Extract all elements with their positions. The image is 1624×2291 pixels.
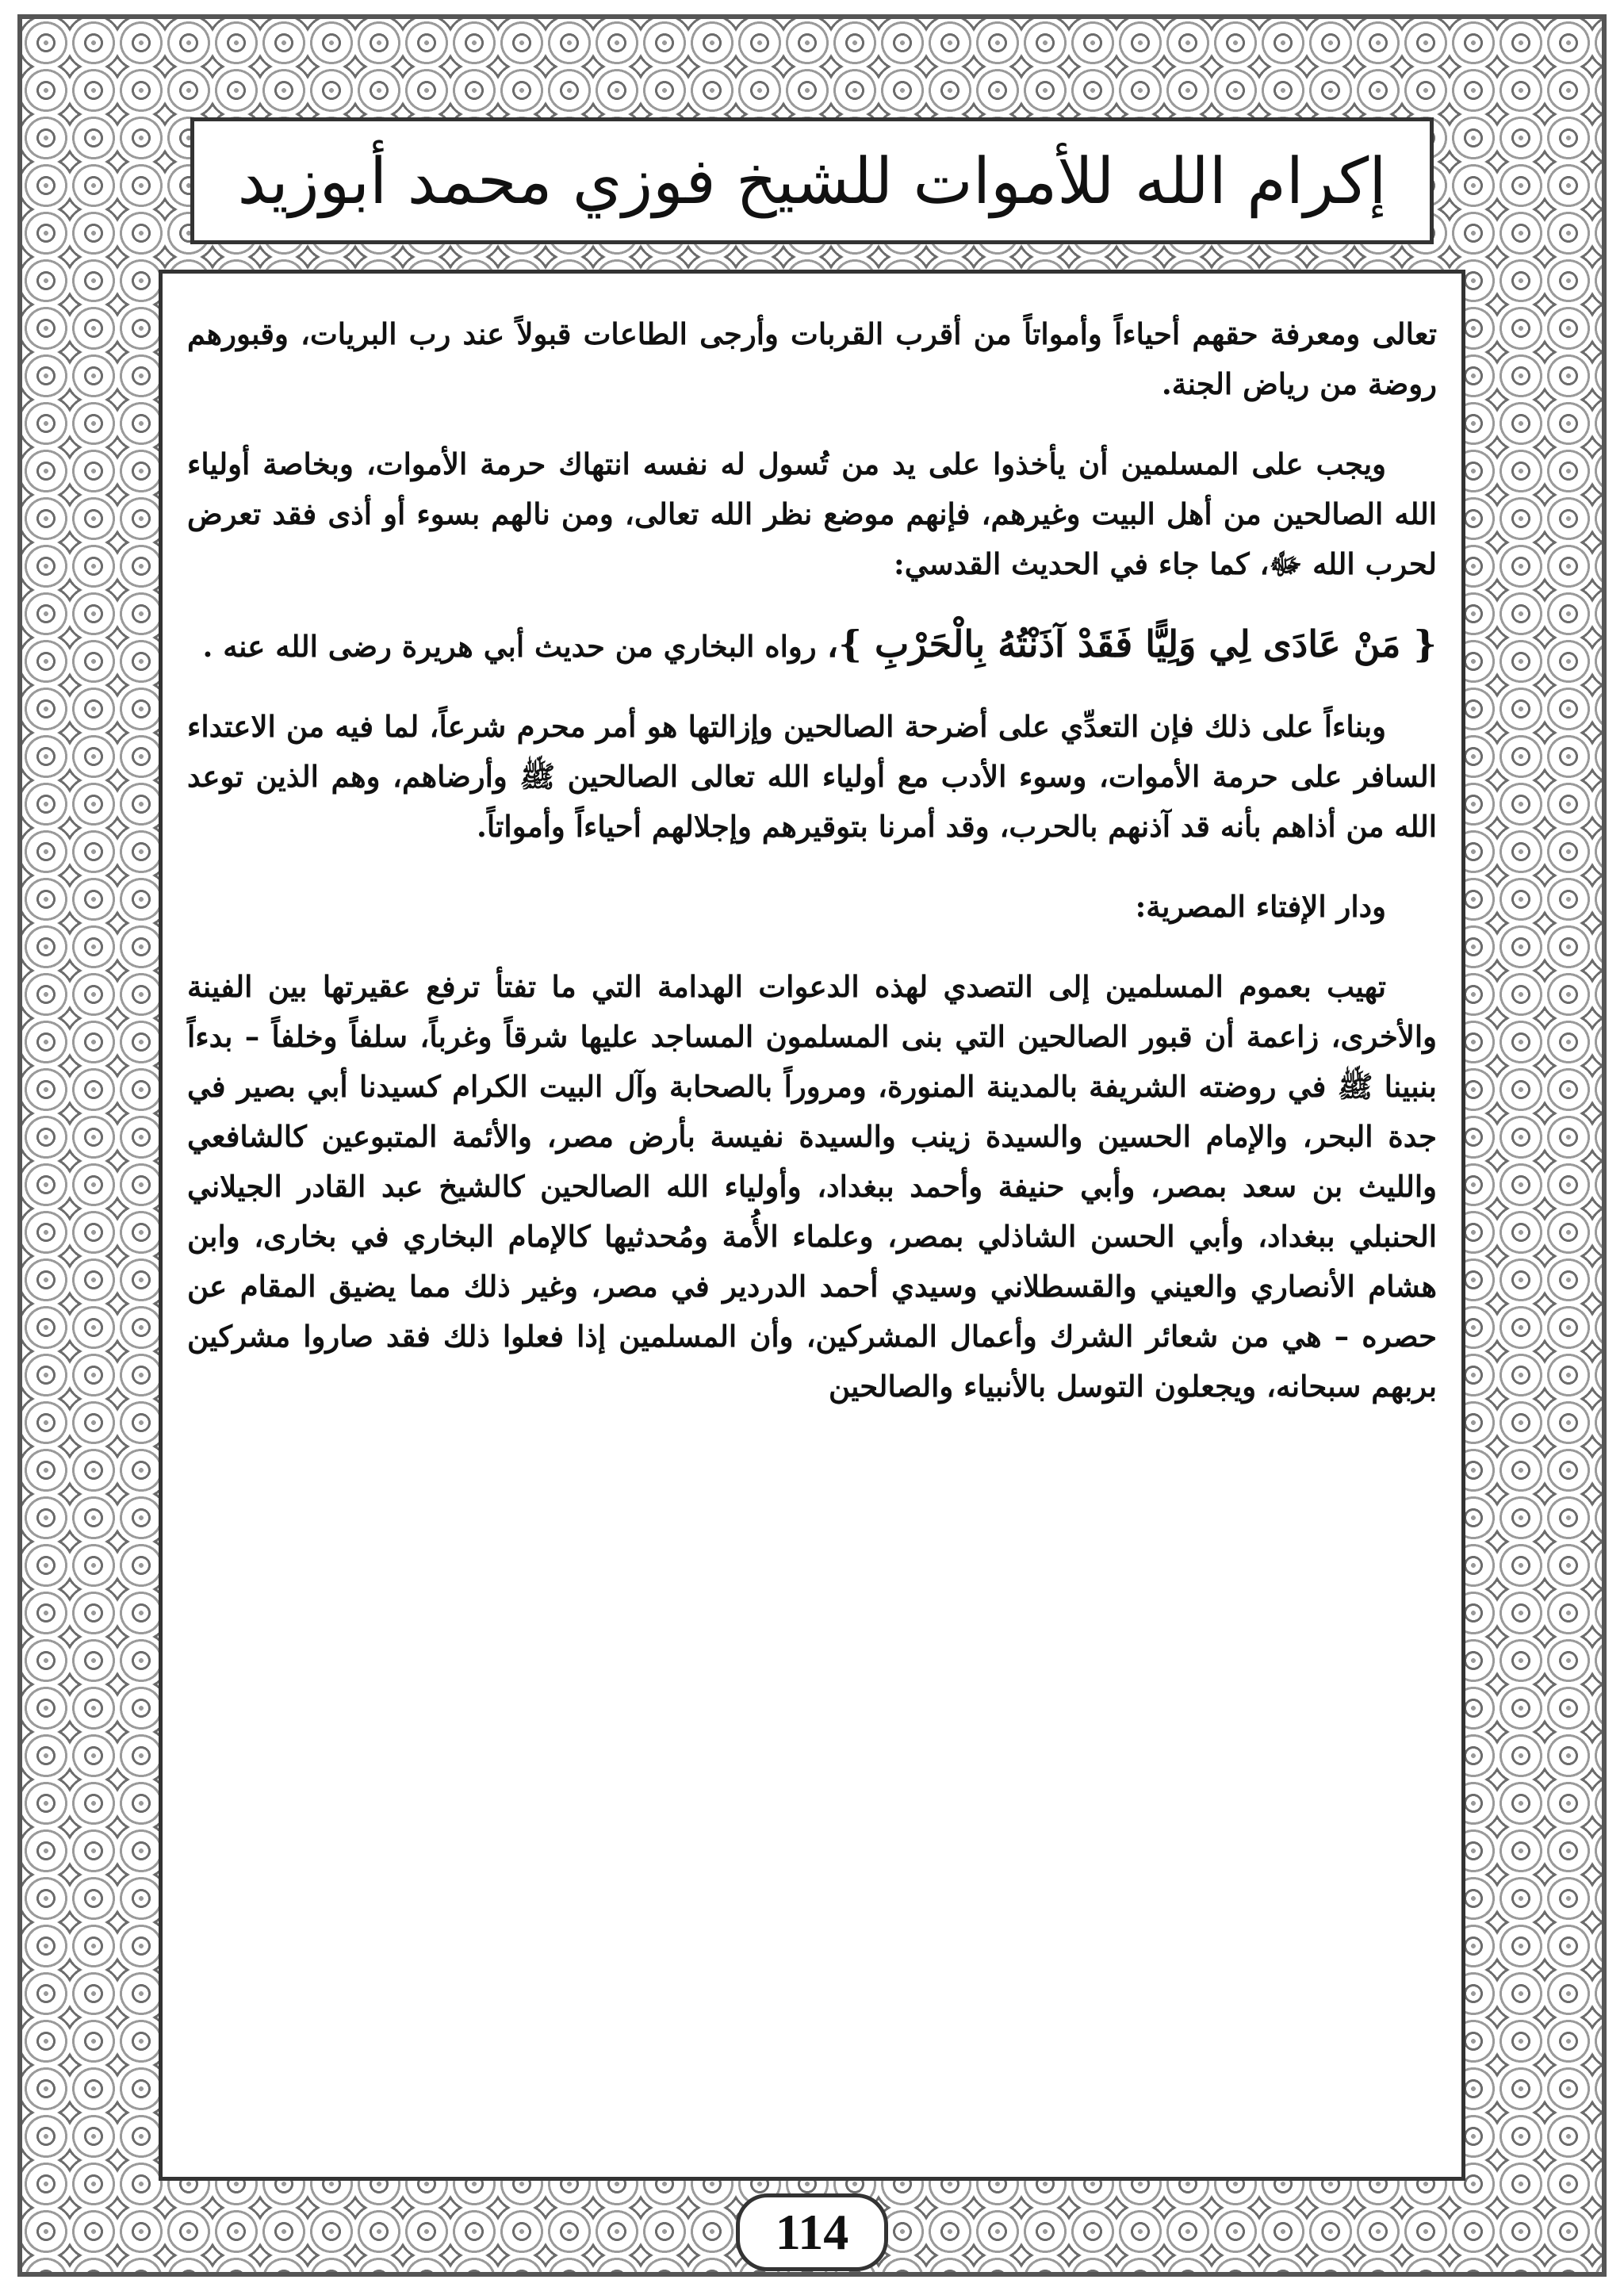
hadith-source: رواه البخاري من حديث أبي هريرة رضى الله عنه . (202, 629, 827, 664)
paragraph-5: تهيب بعموم المسلمين إلى التصدي لهذه الدعوات الهدامة التي ما تفتأ ترفع عقيرتها بين الفينة والأخرى، زاعمة أن قبور الصالحين التي بنى المسلمون المساجد عليها شرقاً وغرباً، سلفاً وخلفاً – بدءاً بنبينا ﷺ في روضته الشريفة بالمدينة المنورة، ومروراً بالصحابة وآل البيت الكرام كسيدنا أبي بصير في جدة البحر، والإمام الحسين والسيدة زينب والسيدة نفيسة بأرض مصر، والأئمة المتبوعين كالشافعي والليث بن سعد بمصر، وأبي حنيفة وأحمد ببغداد، وأولياء الله الصالحين كالشيخ عبد القادر الجيلاني الحنبلي ببغداد، وأبي الحسن الشاذلي بمصر، وعلماء الأُمة ومُحدثيها كالإمام البخاري في بخارى، وابن هشام الأنصاري والعيني والقسطلاني وسيدي أحمد الدردير في مصر، وغير ذلك مما يضيق المقام عن حصره – هي من شعائر الشرك وأعمال المشركين، وأن المسلمين إذا فعلوا ذلك فقد صاروا مشركين بربهم سبحانه، ويجعلون التوسل بالأنبياء والصالحين (187, 969, 1437, 1404)
page-number-badge (736, 2193, 888, 2271)
hadith-paragraph (187, 619, 1437, 672)
page-number: 114 (775, 2204, 849, 2260)
paragraph-1: تعالى ومعرفة حقهم أحياءاً وأمواتاً من أقرب القربات وأرجى الطاعات قبولاً عند رب البريات، وقبورهم روضة من رياض الجنة. (187, 316, 1437, 401)
paragraph-2: ويجب على المسلمين أن يأخذوا على يد من تُسول له نفسه انتهاك حرمة الأموات، وبخاصة أولياء الله الصالحين من أهل البيت وغيرهم، فإنهم موضع نظر الله تعالى، ومن نالهم بسوء أو أذى فقد تعرض لحرب الله ﷻ، كما جاء في الحديث القدسي: (187, 446, 1437, 581)
body-text (187, 309, 1437, 1442)
paragraph-3: وبناءاً على ذلك فإن التعدِّي على أضرحة الصالحين وإزالتها هو أمر محرم شرعاً، لما فيه من الاعتداء السافر على حرمة الأموات، وسوء الأدب مع أولياء الله تعالى الصالحين ﷺ وأرضاهم، وهم الذين توعد الله من أذاهم بأنه قد آذنهم بالحرب، وقد أمرنا بتوقيرهم وإجلالهم أحياءاً وأمواتاً. (187, 709, 1437, 844)
hadith-quote: { مَنْ عَادَى لِي وَلِيًّا فَقَدْ آذَنْتُهُ بِالْحَرْبِ }، (826, 623, 1437, 665)
page-title: إكرام الله للأموات للشيخ فوزي محمد أبوزيد (237, 144, 1387, 218)
paragraph-4: ودار الإفتاء المصرية: (1135, 889, 1386, 924)
header-band (190, 117, 1434, 244)
